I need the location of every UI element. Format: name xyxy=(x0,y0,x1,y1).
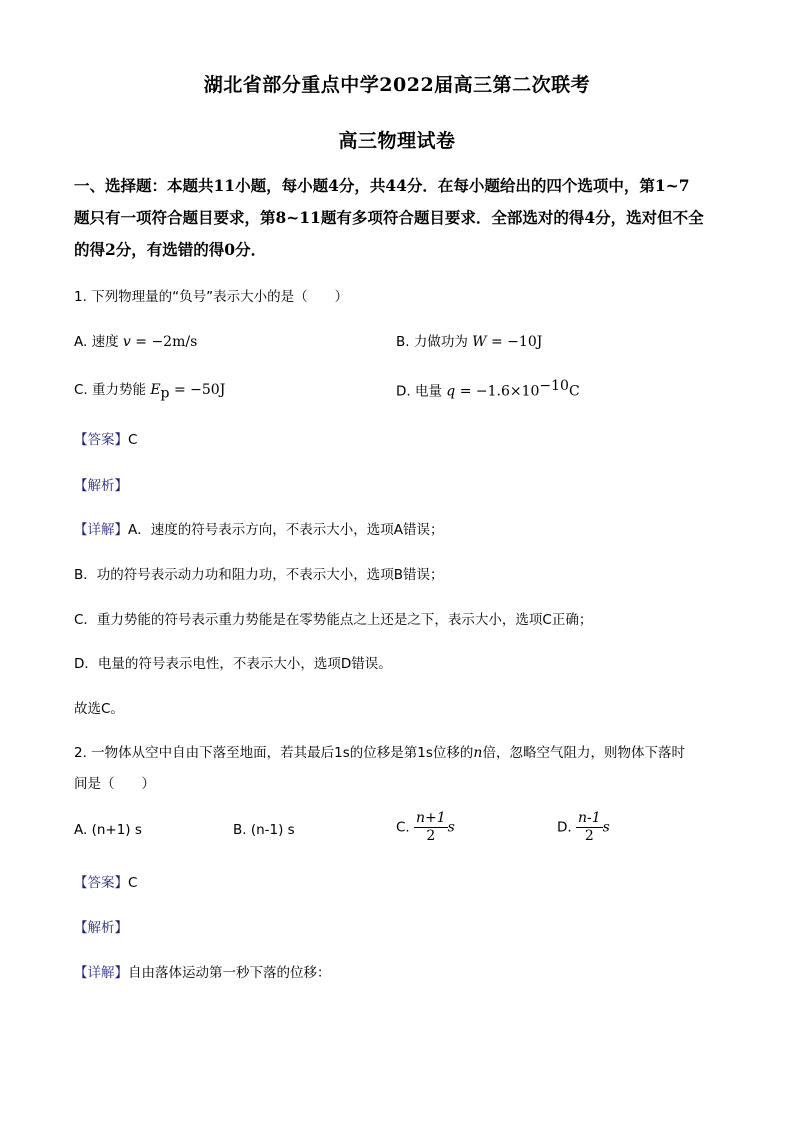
q1-option-d-unit: C xyxy=(568,383,580,400)
q1-stem: 1. 下列物理量的“负号”表示大小的是（ ） xyxy=(74,289,349,305)
q2-stem-line-2: 间是（ ） xyxy=(74,776,155,792)
q1-answer-value: C xyxy=(128,432,138,448)
q1-option-c xyxy=(74,378,225,402)
q1-option-c-sub: p xyxy=(160,385,170,402)
q2-option-d-numerator: n-1 xyxy=(577,810,601,826)
q2-option-c xyxy=(396,810,455,845)
q1-analysis xyxy=(74,474,128,494)
q2-option-d-unit: s xyxy=(602,819,610,836)
exam-subtitle: 高三物理试卷 xyxy=(338,130,456,152)
q1-answer-tag: 【答案】 xyxy=(74,432,128,448)
q1-option-a-val: = −2m/s xyxy=(130,334,198,350)
q2-option-d-fraction xyxy=(576,810,603,845)
q1-option-b-val: = −10J xyxy=(486,334,543,350)
q2-option-d-label: D. xyxy=(557,819,572,836)
q1-detail-text-0: A．速度的符号表示方向，不表示大小，选项A错误； xyxy=(128,522,444,538)
q2-option-a: A. (n+1) s xyxy=(74,822,142,838)
q1-detail-4: D．电量的符号表示电性，不表示大小，选项D错误。 xyxy=(74,656,392,672)
q1-option-d-label: D. 电量 xyxy=(396,383,442,400)
q2-stem-1b: 倍，忽略空气阻力，则物体下落时 xyxy=(482,745,685,761)
section-line-1: 一、选择题：本题共11小题，每小题4分，共44分．在每小题给出的四个选项中，第1~7 xyxy=(74,176,690,195)
q1-option-c-var: E xyxy=(150,382,161,398)
q1-option-a-var: v xyxy=(122,334,131,350)
q1-option-b xyxy=(396,330,542,350)
q1-option-d xyxy=(396,378,580,400)
q2-stem-1a: 2. 一物体从空中自由下落至地面，若其最后1s的位移是第1s位移的 xyxy=(74,745,474,761)
section-line-3: 的得2分，有选错的得0分． xyxy=(74,240,267,259)
q1-option-a xyxy=(74,330,197,350)
q1-answer xyxy=(74,428,137,448)
q1-detail-3: C．重力势能的符号表示重力势能是在零势能点之上还是之下，表示大小，选项C正确； xyxy=(74,612,593,628)
q1-detail-tag: 【详解】 xyxy=(74,522,128,538)
q2-option-c-unit: s xyxy=(447,819,455,836)
q1-option-c-label: C. 重力势能 xyxy=(74,382,147,398)
q2-detail-tag: 【详解】 xyxy=(74,965,128,981)
q2-stem-line-1 xyxy=(74,741,685,761)
exam-title: 湖北省部分重点中学2022届高三第二次联考 xyxy=(203,74,591,96)
q2-answer-tag: 【答案】 xyxy=(74,875,128,891)
q1-option-d-val: = −1.6×10 xyxy=(455,383,540,400)
q2-option-d-denominator: 2 xyxy=(584,828,594,844)
q1-detail-1 xyxy=(74,518,443,538)
q1-analysis-tag: 【解析】 xyxy=(74,478,128,494)
q2-option-c-label: C. xyxy=(396,819,410,836)
q1-detail-2: B．功的符号表示动力功和阻力功，不表示大小，选项B错误； xyxy=(74,567,444,583)
q2-option-c-fraction xyxy=(414,810,448,845)
q2-analysis-tag: 【解析】 xyxy=(74,920,128,936)
q2-stem-var: n xyxy=(473,745,483,761)
q1-option-b-label: B. 力做功为 xyxy=(396,334,468,350)
q2-detail-text: 自由落体运动第一秒下落的位移： xyxy=(128,965,331,981)
q2-option-d xyxy=(557,810,610,845)
q2-detail xyxy=(74,961,331,981)
q1-option-c-val: = −50J xyxy=(169,382,226,398)
section-instructions xyxy=(74,170,734,266)
q1-option-d-exp: −10 xyxy=(539,378,569,394)
q2-option-c-numerator: n+1 xyxy=(416,810,446,826)
q1-option-d-var: q xyxy=(446,383,456,400)
section-line-2: 题只有一项符合题目要求，第8~11题有多项符合题目要求．全部选对的得4分，选对但不全 xyxy=(74,208,704,227)
q1-conclusion: 故选C。 xyxy=(74,701,124,717)
q1-option-b-var: W xyxy=(472,334,487,350)
q2-analysis xyxy=(74,916,128,936)
q2-option-c-denominator: 2 xyxy=(426,828,436,844)
q2-option-b: B. (n-1) s xyxy=(233,822,295,838)
q2-answer xyxy=(74,871,137,891)
q1-option-a-label: A. 速度 xyxy=(74,334,119,350)
q2-answer-value: C xyxy=(128,875,138,891)
